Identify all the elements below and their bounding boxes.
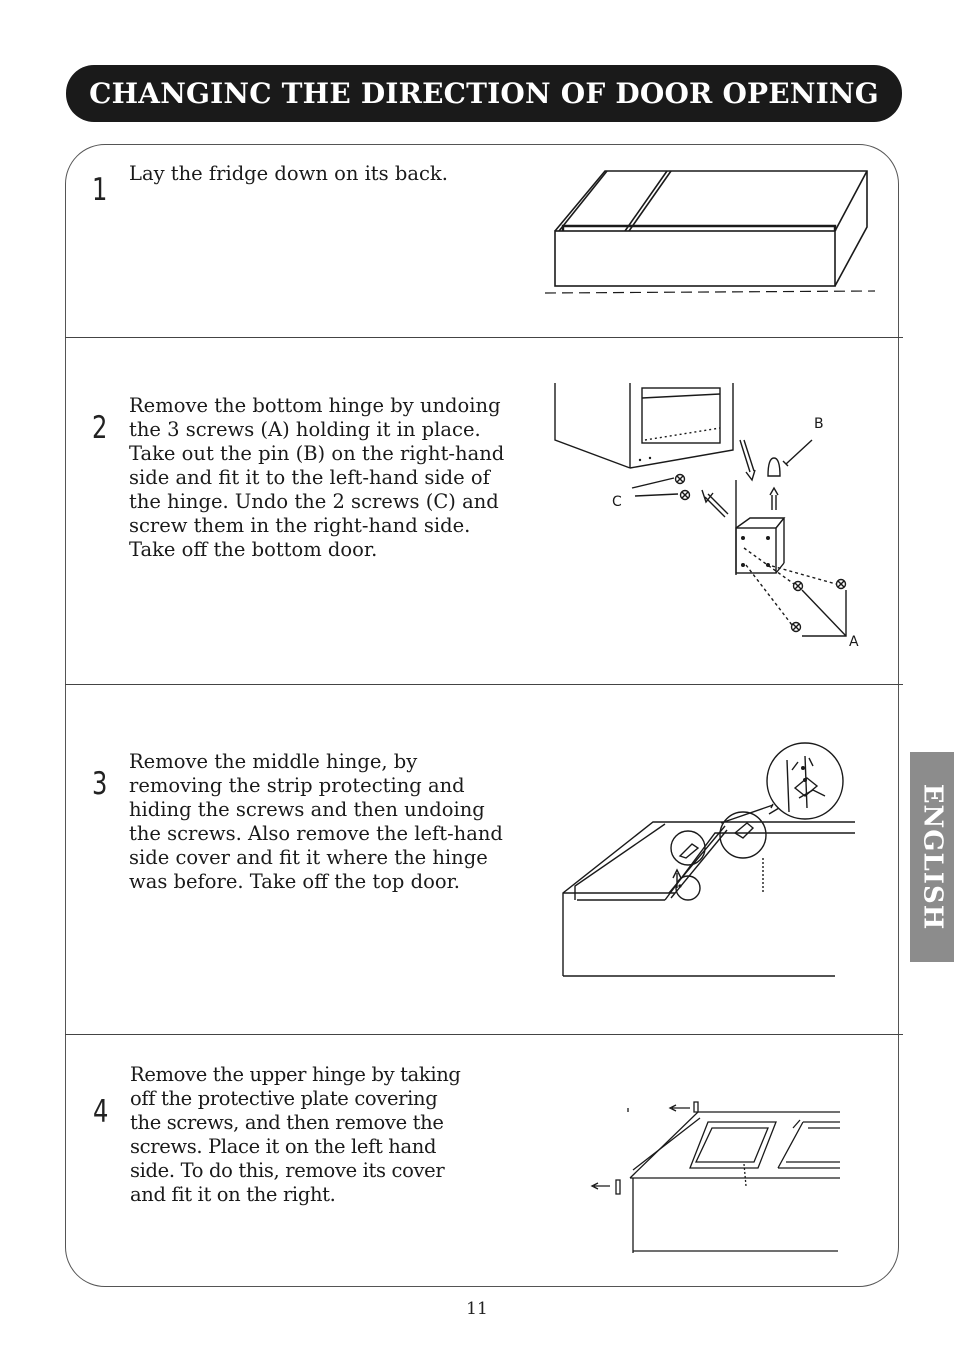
fridge-lying-on-back-illustration [545, 165, 880, 300]
step-2-number: 2 [92, 410, 108, 446]
upper-hinge-illustration [588, 1098, 843, 1256]
step-1-text: Lay the fridge down on its back. [129, 162, 448, 185]
page-title: CHANGINC THE DIRECTION OF DOOR OPENING [89, 77, 879, 110]
label-b: B [814, 416, 824, 432]
middle-hinge-illustration [555, 738, 865, 983]
step-3-number: 3 [92, 766, 108, 802]
step-2-text: Remove the bottom hinge by undoing the 3 screws (A) holding it in place. Take out the pin (B) on the right-hand side and fit it to the left-hand side of the hinge. Undo the 2 screws (C) and screw them in the right-hand side. Take off the bottom door. [129, 394, 505, 561]
bottom-hinge-illustration [550, 380, 870, 655]
step-1-number: 1 [92, 172, 108, 208]
step-4-text: Remove the upper hinge by taking off the protective plate covering the screws, and then remove the screws. Place it on the left hand side. To do this, remove its cover and fit it on the right. [130, 1063, 461, 1206]
step-4-number: 4 [93, 1094, 109, 1130]
label-c: C [612, 494, 622, 510]
title-bar [66, 65, 902, 122]
step-divider [65, 1034, 903, 1035]
step-3-text: Remove the middle hinge, by removing the strip protecting and hiding the screws and then undoing the screws. Also remove the left-hand side cover and fit it where the hinge was before. Take off the top door. [129, 750, 503, 893]
language-tab [910, 752, 954, 962]
step-divider [65, 684, 903, 685]
label-a: A [849, 634, 859, 650]
step-divider [65, 337, 903, 338]
language-tab-label: ENGLISH [917, 783, 948, 931]
page-number: 11 [466, 1299, 488, 1319]
